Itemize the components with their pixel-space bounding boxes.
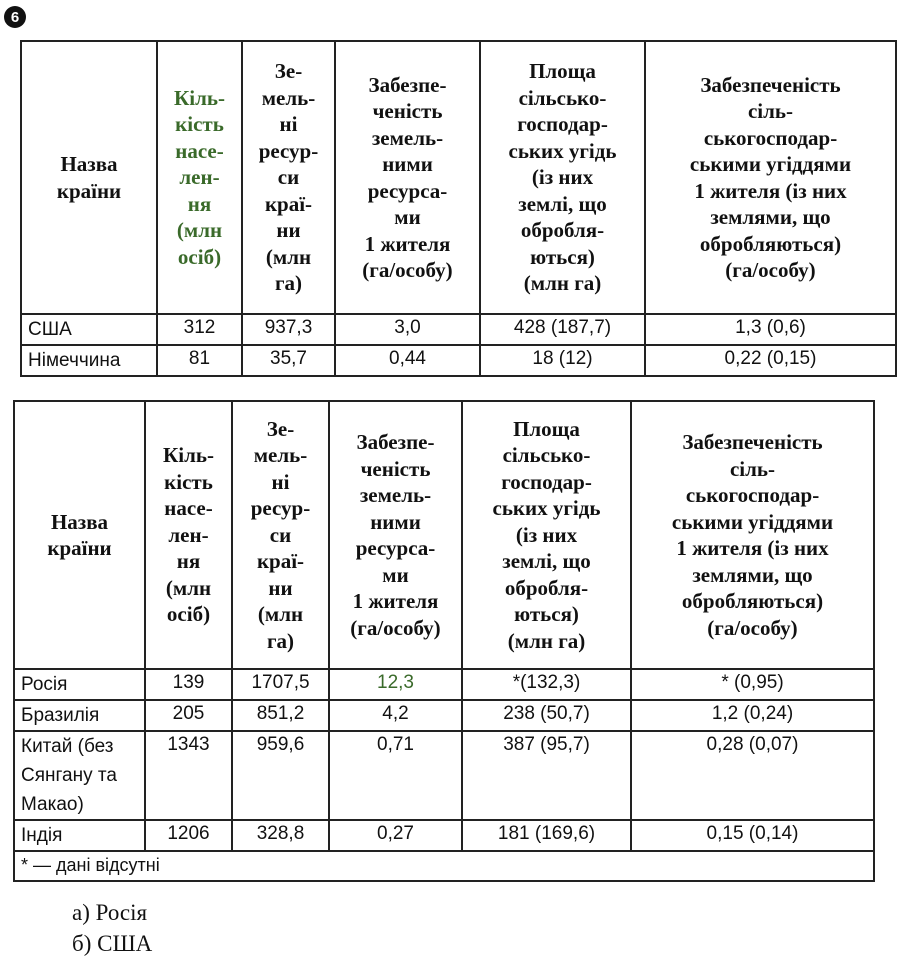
cell-agri-per-capita: 1,3 (0,6) bbox=[645, 314, 896, 345]
header-country-name: Назва країни bbox=[21, 41, 157, 314]
cell-agri-per-capita: 0,28 (0,07) bbox=[631, 731, 874, 820]
answers-block bbox=[72, 897, 152, 959]
cell-land-per-capita: 0,44 bbox=[335, 345, 480, 376]
cell-agri-per-capita: 0,22 (0,15) bbox=[645, 345, 896, 376]
header-land-per-capita: Забезпе- ченість земель- ними ресурса- ми 1 жителя (га/особу) bbox=[329, 401, 462, 669]
land-resources-table-1 bbox=[20, 40, 897, 377]
header-agri-per-capita: Забезпеченість сіль- ськогосподар- ськими угіддями 1 жителя (із них землями, що обробляються) (га/особу) bbox=[645, 41, 896, 314]
cell-population: 139 bbox=[145, 669, 232, 700]
cell-country: США bbox=[21, 314, 157, 345]
cell-country: Німеччина bbox=[21, 345, 157, 376]
table-row bbox=[21, 345, 896, 376]
cell-land-per-capita: 12,3 bbox=[329, 669, 462, 700]
cell-agri-area: 181 (169,6) bbox=[462, 820, 631, 851]
cell-country: Бразилія bbox=[14, 700, 145, 731]
header-land-resources: Зе- мель- ні ресур- си краї- ни (млн га) bbox=[232, 401, 329, 669]
cell-agri-per-capita: 1,2 (0,24) bbox=[631, 700, 874, 731]
land-resources-table-2 bbox=[13, 400, 875, 882]
cell-country: Індія bbox=[14, 820, 145, 851]
table-row bbox=[14, 820, 874, 851]
table-row bbox=[21, 314, 896, 345]
cell-land: 1707,5 bbox=[232, 669, 329, 700]
exercise-number-badge: 6 bbox=[4, 6, 26, 28]
cell-agri-area: 428 (187,7) bbox=[480, 314, 645, 345]
header-agricultural-area: Площа сільсько- господар- ських угідь (із них землі, що oбробля- ються) (млн га) bbox=[480, 41, 645, 314]
cell-agri-area: 387 (95,7) bbox=[462, 731, 631, 820]
cell-land: 959,6 bbox=[232, 731, 329, 820]
cell-agri-area: 238 (50,7) bbox=[462, 700, 631, 731]
cell-land-per-capita: 0,27 bbox=[329, 820, 462, 851]
table-header-row bbox=[14, 401, 874, 669]
header-land-per-capita: Забезпе- ченість земель- ними ресурса- ми 1 жителя (га/особу) bbox=[335, 41, 480, 314]
cell-population: 312 bbox=[157, 314, 242, 345]
cell-population: 1206 bbox=[145, 820, 232, 851]
cell-population: 81 bbox=[157, 345, 242, 376]
cell-land: 328,8 bbox=[232, 820, 329, 851]
cell-land-per-capita: 3,0 bbox=[335, 314, 480, 345]
answer-b: б) США bbox=[72, 931, 153, 956]
cell-land: 937,3 bbox=[242, 314, 335, 345]
header-agricultural-area: Площа сільсько- господар- ських угідь (із них землі, що oбробля- ються) (млн га) bbox=[462, 401, 631, 669]
cell-land: 851,2 bbox=[232, 700, 329, 731]
cell-land: 35,7 bbox=[242, 345, 335, 376]
cell-country: Росія bbox=[14, 669, 145, 700]
header-agri-per-capita: Забезпеченість сіль- ськогосподар- ськими угіддями 1 жителя (із них землями, що обробляються) (га/особу) bbox=[631, 401, 874, 669]
cell-agri-area: 18 (12) bbox=[480, 345, 645, 376]
cell-population: 1343 bbox=[145, 731, 232, 820]
cell-population: 205 bbox=[145, 700, 232, 731]
cell-land-per-capita: 0,71 bbox=[329, 731, 462, 820]
answer-a: а) Росія bbox=[72, 900, 148, 925]
header-population: Кіль- кість насе- лен- ня (млн осіб) bbox=[145, 401, 232, 669]
header-country-name: Назва країни bbox=[14, 401, 145, 669]
table-row bbox=[14, 700, 874, 731]
table-header-row bbox=[21, 41, 896, 314]
header-population: Кіль- кість насе- лен- ня (млн осіб) bbox=[157, 41, 242, 314]
cell-agri-per-capita: 0,15 (0,14) bbox=[631, 820, 874, 851]
table-footnote: * — дані відсутні bbox=[14, 851, 874, 881]
table-row bbox=[14, 669, 874, 700]
cell-country: Китай (без Сянгану та Макао) bbox=[14, 731, 145, 820]
table-note-row bbox=[14, 851, 874, 881]
header-land-resources: Зе- мель- ні ресур- си краї- ни (млн га) bbox=[242, 41, 335, 314]
table-row bbox=[14, 731, 874, 820]
cell-land-per-capita: 4,2 bbox=[329, 700, 462, 731]
cell-agri-area: *(132,3) bbox=[462, 669, 631, 700]
cell-agri-per-capita: * (0,95) bbox=[631, 669, 874, 700]
